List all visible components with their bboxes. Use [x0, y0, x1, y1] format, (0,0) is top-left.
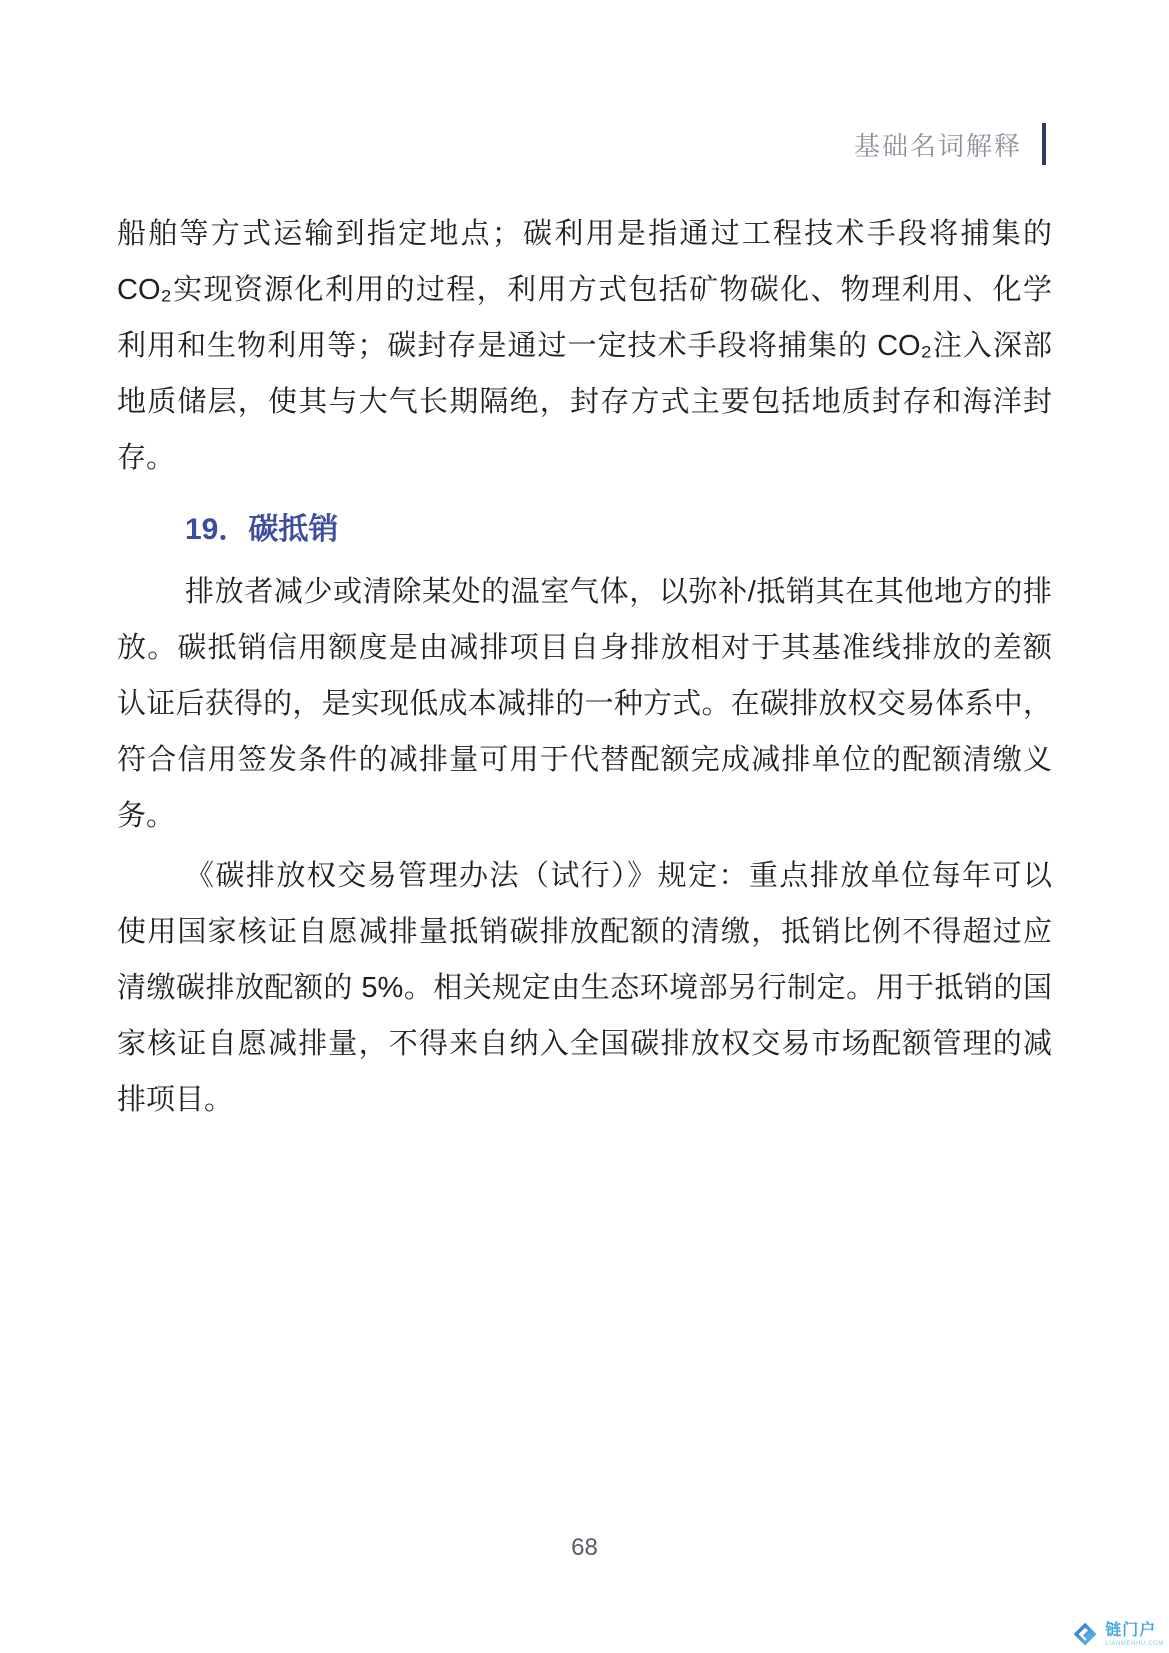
text-line: 《碳排放权交易管理办法（试行）》规定：重点排放单位每年可以 — [185, 860, 1052, 892]
paragraph-carbon-capture-continued — [117, 206, 1052, 486]
logo-text-block — [1105, 1623, 1164, 1647]
watermark-logo — [1072, 1621, 1164, 1649]
text-line: 符合信用签发条件的减排量可用于代替配额完成减排单位的配额清缴义 — [117, 744, 1052, 776]
section-heading-carbon-offset: 19．碳抵销 — [185, 513, 339, 546]
text-line: 清缴碳排放配额的 5%。相关规定由生态环境部另行制定。用于抵销的国 — [117, 972, 1052, 1004]
lianmenhu-diamond-icon — [1072, 1621, 1100, 1649]
page-number: 68 — [571, 1534, 598, 1561]
paragraph-carbon-offset-definition — [117, 564, 1052, 844]
logo-brand-text: 链门户 — [1105, 1622, 1157, 1639]
text-line: 利用和生物利用等；碳封存是通过一定技术手段将捕集的 CO₂注入深部 — [117, 330, 1052, 362]
text-line: 排项目。 — [117, 1084, 234, 1116]
page-header — [854, 123, 1046, 165]
text-line: 排放者减少或清除某处的温室气体，以弥补/抵销其在其他地方的排 — [185, 576, 1052, 608]
page-content — [117, 206, 1052, 1128]
text-line: 放。碳抵销信用额度是由减排项目自身排放相对于其基准线排放的差额 — [117, 632, 1052, 664]
text-line: 认证后获得的，是实现低成本减排的一种方式。在碳排放权交易体系中， — [117, 688, 1052, 720]
header-section-label: 基础名词解释 — [853, 130, 1022, 161]
paragraph-carbon-offset-regulation — [117, 848, 1052, 1128]
logo-domain-text: LIANMENHU.COM — [1105, 1641, 1164, 1647]
text-line: 家核证自愿减排量，不得来自纳入全国碳排放权交易市场配额管理的减 — [117, 1028, 1052, 1060]
text-line: 务。 — [117, 800, 176, 832]
text-line: 使用国家核证自愿减排量抵销碳排放配额的清缴，抵销比例不得超过应 — [117, 916, 1052, 948]
text-line: 存。 — [117, 442, 176, 474]
header-accent-bar — [1042, 123, 1046, 165]
text-line: 船舶等方式运输到指定地点；碳利用是指通过工程技术手段将捕集的 — [117, 218, 1052, 250]
text-line: CO₂实现资源化利用的过程，利用方式包括矿物碳化、物理利用、化学 — [117, 274, 1052, 306]
text-line: 地质储层，使其与大气长期隔绝，封存方式主要包括地质封存和海洋封 — [117, 386, 1052, 418]
